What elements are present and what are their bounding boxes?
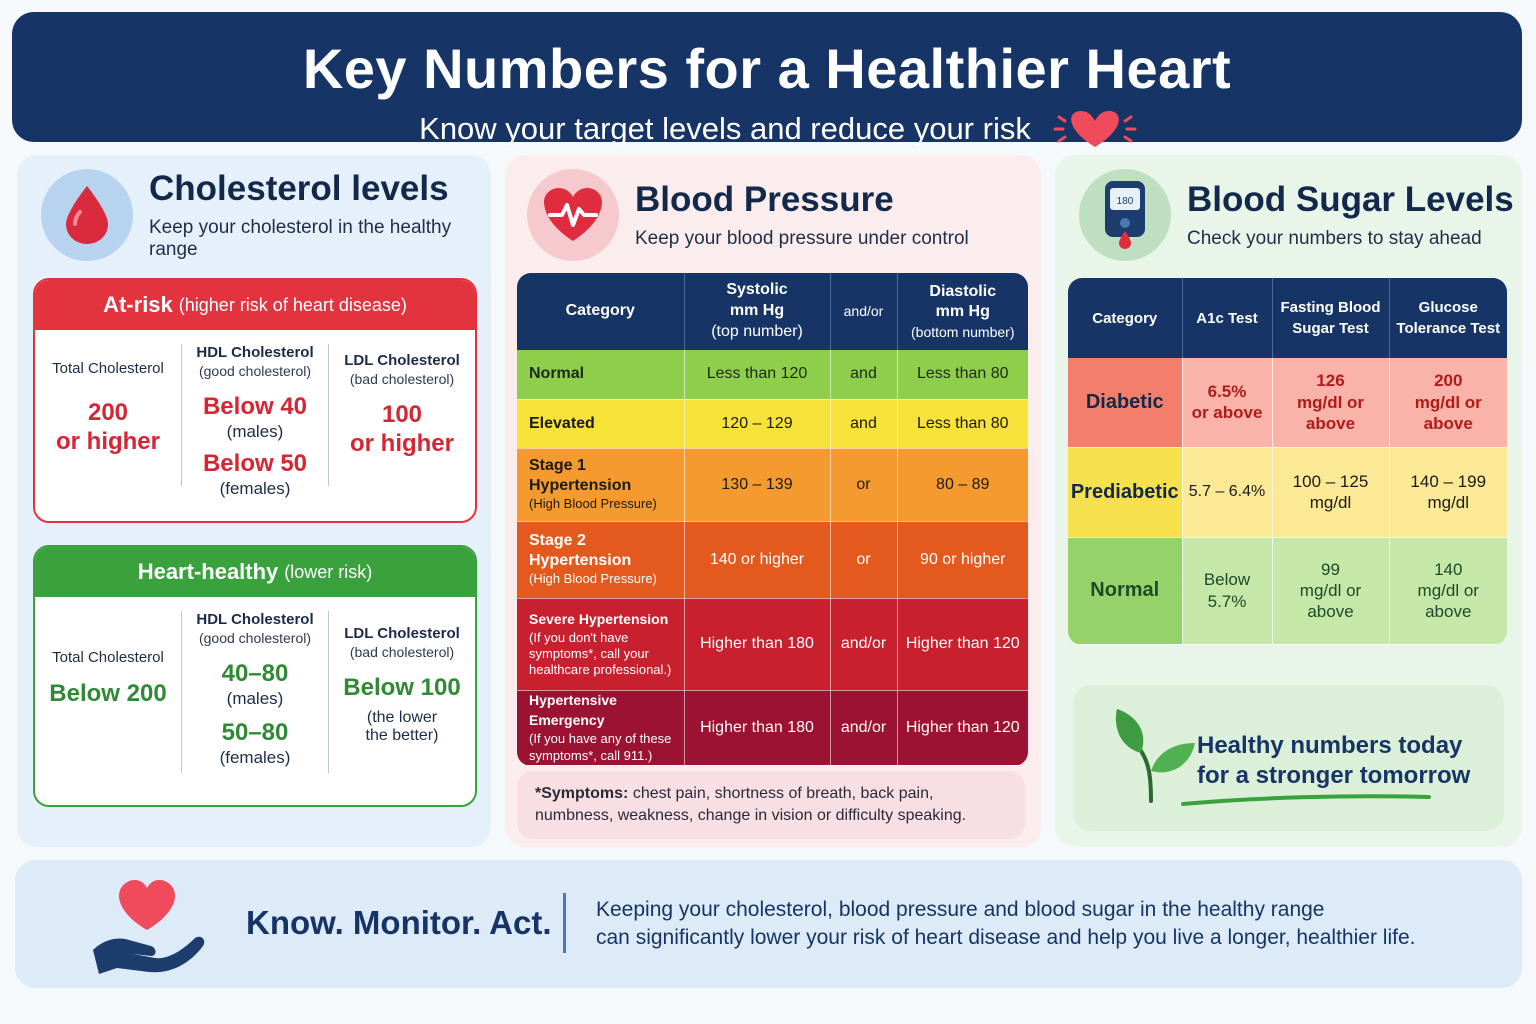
hdl-female-value: 50–80 (221, 718, 289, 746)
footer-divider (563, 893, 566, 953)
tagline-line-1: Healthy numbers today (1197, 732, 1463, 759)
bs-fasting-line-3: above (1307, 602, 1354, 622)
hdl-sub: (good cholesterol) (198, 630, 312, 646)
bs-fasting-line-2: mg/dl or (1299, 580, 1362, 600)
bp-category-cell (517, 399, 684, 448)
col-diastolic (897, 273, 1028, 350)
bp-diastolic: Higher than 120 (897, 598, 1028, 690)
tagline-box (1073, 685, 1504, 831)
bp-category-cell (517, 350, 684, 399)
bp-diastolic: 90 or higher (897, 521, 1028, 598)
bs-a1c-line-1: Below (1203, 570, 1251, 590)
blood-pressure-title: Blood Pressure (635, 180, 894, 219)
heart-healthy-card-header (35, 547, 475, 597)
blood-drop-icon (41, 169, 133, 261)
bp-category-cell (517, 598, 684, 690)
bs-category: Diabetic (1068, 358, 1182, 447)
col-systolic (684, 273, 830, 350)
table-row (1068, 537, 1507, 644)
blood-pressure-subtitle: Keep your blood pressure under control (635, 228, 969, 249)
symptoms-label: *Symptoms: (535, 785, 629, 802)
total-value-line-2: or higher (55, 427, 160, 455)
healthy-total-column (35, 611, 181, 773)
header-banner (12, 12, 1522, 146)
tagline-underline (1181, 793, 1431, 807)
hdl-male-value: Below 40 (202, 393, 308, 420)
fasting-line-1: Fasting Blood (1280, 299, 1381, 316)
bp-diastolic: Less than 80 (897, 350, 1028, 399)
hdl-male-value: 40–80 (221, 660, 289, 687)
bp-join: or (830, 521, 897, 598)
bp-category: Stage 1 Hypertension (529, 457, 632, 495)
bs-a1c-line-1: 5.7 – 6.4% (1188, 483, 1266, 500)
bp-systolic: 140 or higher (684, 521, 830, 598)
page-subtitle-row (419, 107, 1115, 151)
glucose-line-1: Glucose (1418, 299, 1478, 316)
heart-healthy-card-body (35, 597, 475, 787)
bp-systolic: Higher than 180 (684, 690, 830, 765)
bp-join: and/or (830, 598, 897, 690)
cholesterol-header (41, 169, 491, 261)
col-a1c: A1c Test (1182, 278, 1272, 358)
bs-fasting (1272, 358, 1389, 447)
bp-category: Severe Hypertension (529, 610, 669, 627)
bp-join: and (830, 399, 897, 448)
ldl-note-1: (the lower (366, 708, 438, 726)
ldl-sub: (bad cholesterol) (349, 371, 455, 387)
bp-category-cell (517, 690, 684, 765)
ldl-value (335, 401, 469, 459)
bp-category-note: (High Blood Pressure) (529, 496, 657, 512)
cholesterol-panel (17, 155, 491, 847)
table-row (517, 598, 1028, 690)
ldl-value-line-1: 100 (381, 401, 423, 428)
meter-reading: 180 (1116, 196, 1134, 207)
bs-a1c-line-2: or above (1191, 403, 1263, 423)
ldl-value-line-2: or higher (349, 429, 454, 457)
blood-sugar-panel (1055, 155, 1522, 847)
diastolic-line-2: mm Hg (935, 303, 990, 321)
col-fasting (1272, 278, 1389, 358)
heart-pulse-icon (527, 169, 619, 261)
total-cholesterol-value (41, 399, 175, 457)
table-row (517, 399, 1028, 448)
bs-category: Normal (1068, 537, 1182, 644)
hdl-male-note: (males) (226, 421, 284, 441)
col-glucose (1389, 278, 1507, 358)
footer-banner (15, 860, 1522, 988)
hand-heart-icon (89, 876, 209, 976)
bs-fasting-line-1: 99 (1321, 559, 1340, 579)
at-risk-note: (higher risk of heart disease) (178, 294, 407, 315)
bs-glucose (1389, 537, 1507, 644)
blood-pressure-table (517, 273, 1028, 766)
bs-fasting (1272, 537, 1389, 644)
table-row (517, 350, 1028, 399)
ldl-note-2: the better) (365, 726, 439, 744)
fasting-line-2: Sugar Test (1292, 320, 1369, 337)
at-risk-card-body (35, 330, 475, 500)
table-row (1068, 447, 1507, 537)
hdl-label: HDL Cholesterol (196, 611, 314, 628)
at-risk-ldl-column (328, 344, 475, 486)
hdl-female-value: Below 50 (202, 449, 308, 477)
col-andor: and/or (830, 273, 897, 350)
total-cholesterol-label: Total Cholesterol (52, 360, 164, 377)
bp-category-cell (517, 521, 684, 598)
table-row (517, 521, 1028, 598)
hdl-sub: (good cholesterol) (198, 363, 312, 379)
heart-healthy-note: (lower risk) (284, 561, 373, 582)
heart-healthy-card (33, 545, 477, 807)
bs-a1c-line-1: 6.5% (1207, 382, 1247, 401)
bs-fasting (1272, 447, 1389, 537)
table-header-row (1068, 278, 1507, 358)
ldl-label: LDL Cholesterol (344, 625, 460, 642)
hdl-female-note: (females) (219, 478, 291, 498)
bs-fasting-line-1: 126 (1316, 371, 1345, 391)
at-risk-title: At-risk (103, 292, 173, 317)
bp-category-note: (If you have any of these symptoms*, call 911.) (529, 731, 672, 763)
at-risk-card (33, 278, 477, 523)
ldl-label: LDL Cholesterol (344, 352, 460, 369)
bp-systolic: Less than 120 (684, 350, 830, 399)
glucose-meter-icon (1079, 169, 1171, 261)
bp-category: Hypertensive Emergency (529, 692, 617, 729)
bp-diastolic: Higher than 120 (897, 690, 1028, 765)
table-row (517, 690, 1028, 765)
footer-text-line-2: can significantly lower your risk of heart disease and help you live a longer, healthier life. (596, 926, 1416, 950)
at-risk-hdl-column (181, 344, 328, 498)
bs-a1c (1182, 447, 1272, 537)
systolic-line-3: (top number) (711, 322, 803, 340)
heart-healthy-title: Heart-healthy (137, 559, 279, 584)
bs-category: Prediabetic (1068, 447, 1182, 537)
cholesterol-title: Cholesterol levels (149, 169, 449, 208)
systolic-line-1: Systolic (726, 281, 788, 299)
glucose-line-2: Tolerance Test (1396, 320, 1501, 337)
table-row (517, 448, 1028, 521)
bp-diastolic: 80 – 89 (897, 448, 1028, 521)
bs-glucose-line-2: mg/dl or (1414, 392, 1482, 412)
symptoms-text: chest pain, shortness of breath, back pain, numbness, weakness, change in vision or difficulty speaking. (535, 785, 967, 824)
hdl-label: HDL Cholesterol (196, 344, 314, 361)
ldl-value: Below 100 (343, 674, 461, 701)
healthy-ldl-column (328, 611, 475, 773)
total-cholesterol-label: Total Cholesterol (52, 649, 164, 666)
bs-fasting-line-3: above (1305, 413, 1356, 433)
bp-join: or (830, 448, 897, 521)
bs-glucose-line-3: above (1425, 602, 1472, 622)
at-risk-total-column (35, 344, 181, 486)
bp-category-note: (If you don't have symptoms*, call your healthcare professional.) (529, 629, 672, 678)
bp-join: and/or (830, 690, 897, 765)
bp-systolic: 130 – 139 (684, 448, 830, 521)
bp-category-cell (517, 448, 684, 521)
bs-fasting-line-2: mg/dl (1309, 493, 1352, 512)
blood-sugar-subtitle: Check your numbers to stay ahead (1187, 228, 1482, 249)
hdl-male-note: (males) (226, 688, 284, 708)
bs-a1c (1182, 537, 1272, 644)
blood-sugar-title: Blood Sugar Levels (1187, 180, 1514, 219)
bs-glucose (1389, 358, 1507, 447)
bs-glucose-line-1: 200 (1434, 371, 1463, 391)
bp-category: Elevated (529, 414, 595, 432)
table-row (1068, 358, 1507, 447)
blood-pressure-header (527, 169, 969, 261)
cholesterol-subtitle: Keep your cholesterol in the healthy range (149, 217, 452, 260)
bp-category-note: (High Blood Pressure) (529, 571, 657, 587)
bs-a1c-line-2: 5.7% (1207, 591, 1247, 611)
bp-category: Normal (529, 365, 585, 383)
diastolic-line-1: Diastolic (929, 282, 997, 300)
tagline (1197, 731, 1470, 791)
col-category: Category (1068, 278, 1182, 358)
bp-diastolic: Less than 80 (897, 399, 1028, 448)
bp-category: Stage 2 Hypertension (529, 532, 632, 570)
blood-sugar-header (1079, 169, 1514, 261)
bs-glucose-line-2: mg/dl or (1417, 580, 1479, 600)
bs-glucose (1389, 447, 1507, 537)
bs-glucose-line-1: 140 (1434, 559, 1463, 579)
bs-glucose-line-2: mg/dl (1427, 493, 1470, 512)
total-value-line-1: 200 (87, 399, 129, 426)
bp-join: and (830, 350, 897, 399)
bp-systolic: 120 – 129 (684, 399, 830, 448)
bs-glucose-line-3: above (1423, 413, 1473, 433)
ldl-sub: (bad cholesterol) (349, 644, 455, 660)
systolic-line-2: mm Hg (729, 302, 785, 320)
diastolic-line-3: (bottom number) (911, 324, 1015, 341)
table-header-row (517, 273, 1028, 350)
heart-icon (1045, 107, 1115, 151)
tagline-line-2: for a stronger tomorrow (1197, 762, 1471, 789)
healthy-hdl-column (181, 611, 328, 773)
footer-motto: Know. Monitor. Act. (246, 904, 552, 941)
blood-sugar-table (1068, 278, 1507, 645)
col-category: Category (517, 273, 684, 350)
bp-systolic: Higher than 180 (684, 598, 830, 690)
symptoms-note (517, 771, 1025, 839)
page-subtitle: Know your target levels and reduce your risk (419, 111, 1031, 146)
bs-a1c (1182, 358, 1272, 447)
bs-fasting-line-1: 100 – 125 (1292, 471, 1369, 491)
bs-glucose-line-1: 140 – 199 (1410, 471, 1487, 491)
footer-text-line-1: Keeping your cholesterol, blood pressure and blood sugar in the healthy range (596, 898, 1325, 921)
hdl-female-note: (females) (219, 747, 291, 767)
bs-fasting-line-2: mg/dl or (1296, 392, 1365, 412)
footer-text (596, 896, 1415, 953)
page-title: Key Numbers for a Healthier Heart (302, 37, 1232, 100)
blood-pressure-panel (505, 155, 1041, 847)
total-cholesterol-value: Below 200 (49, 680, 167, 707)
at-risk-card-header (35, 280, 475, 330)
leaf-icon (1111, 707, 1197, 803)
